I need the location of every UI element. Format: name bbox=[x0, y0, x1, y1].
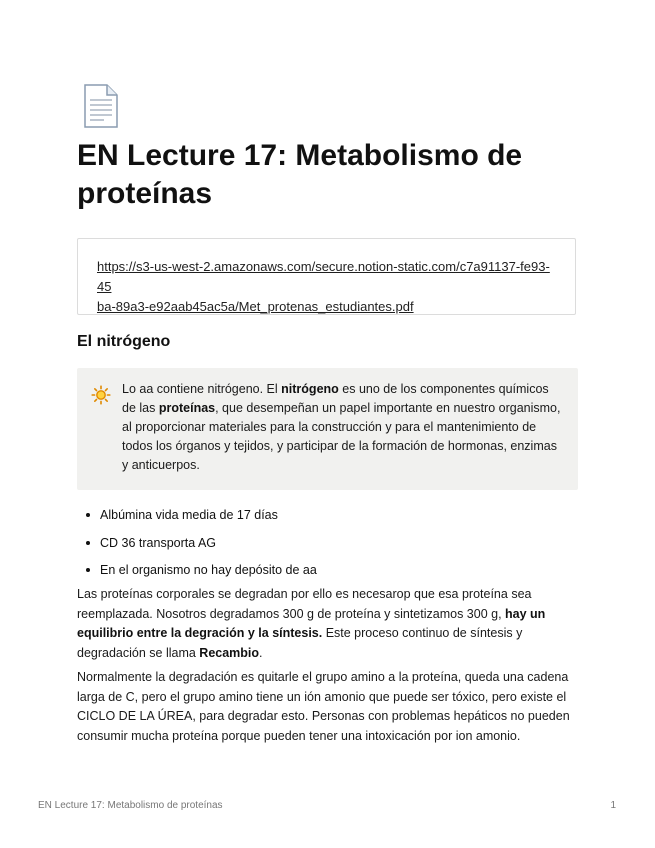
pdf-link-block[interactable] bbox=[77, 238, 576, 315]
paragraph-degradacion: Normalmente la degradación es quitarle el grupo amino a la proteína, queda una cadena larga de C, pero el grupo amino tiene un ión amonio que puede ser tóxico, pero existe el CICLO DE LA ÚREA, para degradar esto. Personas con problemas hepáticos no pueden consumir mucha proteína porque pueden tener una intoxicación por ion amonio. bbox=[77, 670, 570, 743]
callout-text: Lo aa contiene nitrógeno. El nitrógeno es uno de los componentes químicos de las proteínas, que desempeñan un papel importante en nuestro organismo, al proporcionar materiales para la construcción y para el mantenimiento de todos los órganos y tejidos, y participar de la formación de hormonas, enzimas y anticuerpos. bbox=[122, 382, 561, 472]
bold-proteinas: proteínas bbox=[158, 401, 216, 415]
list-item: Albúmina vida media de 17 días bbox=[77, 505, 317, 533]
callout-block bbox=[77, 368, 578, 490]
footer-title: EN Lecture 17: Metabolismo de proteínas bbox=[38, 800, 223, 811]
pdf-link-line-2: ba-89a3-e92aab45ac5a/Met_protenas_estudiantes.pdf bbox=[97, 299, 414, 314]
bold-equilibrio: hay un equilibrio entre la degración y la síntesis. bbox=[77, 606, 546, 640]
pdf-link[interactable] bbox=[97, 257, 557, 317]
sun-icon bbox=[91, 385, 111, 405]
footer-page-number: 1 bbox=[610, 800, 616, 811]
pdf-link-line-1: https://s3-us-west-2.amazonaws.com/secure.notion-static.com/c7a91137-fe93-45 bbox=[97, 259, 550, 294]
document-page-icon bbox=[80, 84, 122, 128]
page-title: EN Lecture 17: Metabolismo de proteínas bbox=[77, 139, 523, 210]
section-heading: El nitrógeno bbox=[77, 333, 171, 350]
list-item: CD 36 transporta AG bbox=[77, 533, 317, 561]
list-item: En el organismo no hay depósito de aa bbox=[77, 560, 317, 588]
paragraph-recambio: Las proteínas corporales se degradan por ello es necesarop que esa proteína sea reemplazada. Nosotros degradamos 300 g de proteína y sintetizamos 300 g, hay un equilibrio entre la degración y la síntesis. Este proceso continuo de síntesis y degradación se llama Recambio. bbox=[77, 587, 546, 660]
bold-recambio: Recambio bbox=[199, 645, 260, 660]
bullet-list bbox=[77, 505, 317, 588]
bold-nitrogeno: nitrógeno bbox=[281, 382, 339, 396]
